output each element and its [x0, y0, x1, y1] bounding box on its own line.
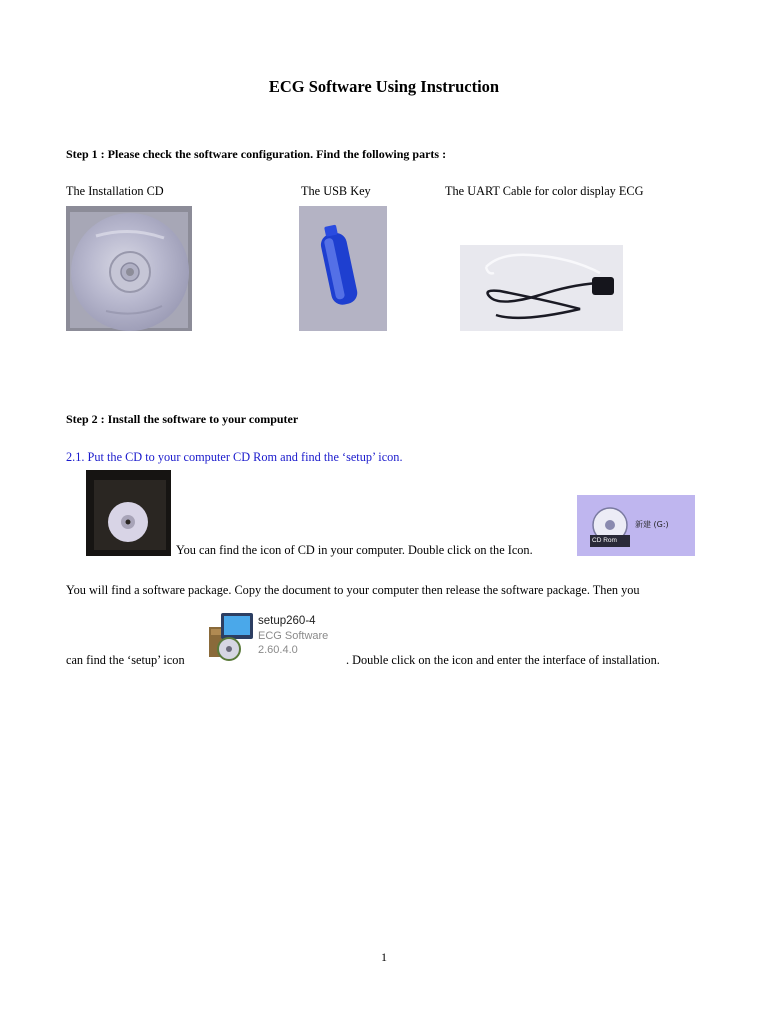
installer-icon [205, 613, 255, 661]
cd-rom-drive-screenshot [577, 495, 695, 556]
caption-installation-cd: The Installation CD [66, 184, 164, 198]
setup-file-product: ECG Software [258, 630, 329, 642]
setup-icon-prefix-text: can find the ‘setup’ icon [66, 653, 185, 667]
software-package-text: You will find a software package. Copy the document to your computer then release the software package. Then you [66, 583, 640, 597]
find-cd-icon-text: You can find the icon of CD in your computer. Double click on the Icon. [176, 543, 533, 557]
cd-rom-label: CD Rom [592, 537, 617, 544]
caption-uart-cable: The UART Cable for color display ECG [445, 184, 644, 198]
drive-label: 新建 (G:) [635, 520, 669, 529]
setup-icon-suffix-text: . Double click on the icon and enter the interface of installation. [346, 653, 660, 667]
setup-file-icon [205, 613, 345, 663]
page-title: ECG Software Using Instruction [268, 77, 500, 96]
usb-key-photo [299, 206, 387, 331]
setup-file-name: setup260-4 [258, 615, 316, 627]
step2-heading: Step 2 : Install the software to your computer [66, 412, 299, 426]
step1-heading: Step 1 : Please check the software configuration. Find the following parts : [66, 147, 447, 161]
installation-cd-photo [66, 206, 192, 331]
caption-usb-key: The USB Key [301, 184, 371, 198]
cd-in-drive-photo [86, 470, 171, 556]
step2-1-instruction: 2.1. Put the CD to your computer CD Rom and find the ‘setup’ icon. [66, 450, 403, 464]
uart-cable-photo [460, 245, 623, 331]
page-number: 1 [381, 950, 387, 964]
setup-file-version: 2.60.4.0 [258, 644, 298, 656]
